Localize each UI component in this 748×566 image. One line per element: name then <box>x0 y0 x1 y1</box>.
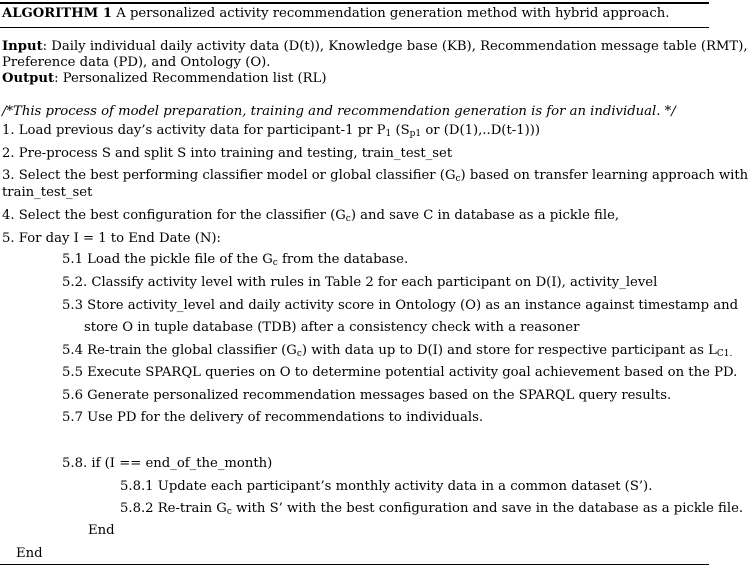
step-5-8: 5.8. if (I == end_of_the_month) <box>62 456 273 471</box>
step-5-7: 5.7 Use PD for the delivery of recommendations to individuals. <box>62 410 484 425</box>
end-outer: End <box>16 546 43 561</box>
input-text: : Daily individual daily activity data (D(t)), Knowledge base (KB), Recommendation message table (RMT), <box>42 39 748 54</box>
step-1: 1. Load previous day’s activity data for participant-1 pr $P_1$ ($S_{p1}$ or (D(1),..D(t-1))) <box>2 123 541 139</box>
input-line-2: Preference data (PD), and Ontology (O). <box>2 55 271 70</box>
step-5-8-1: 5.8.1 Update each participant’s monthly activity data in a common dataset (S’). <box>120 479 653 494</box>
step-5-8-2: 5.8.2 Re-train $G_c$ with S’ with the best configuration and save in the database as a pickle file. <box>120 501 744 517</box>
header-rule <box>0 27 709 28</box>
bottom-rule <box>0 564 709 565</box>
input-label: Input <box>2 39 43 54</box>
step-4: 4. Select the best configuration for the classifier $(G_c)$ and save C in database as a pickle file, <box>2 208 620 224</box>
output-line <box>2 70 326 88</box>
output-label: Output <box>2 71 55 86</box>
step-5-5: 5.5 Execute SPARQL queries on O to determine potential activity goal achievement based on the PD. <box>62 365 738 380</box>
algorithm-title: A personalized activity recommendation generation method with hybrid approach. <box>112 6 670 21</box>
step-5-6: 5.6 Generate personalized recommendation messages based on the SPARQL query results. <box>62 388 672 403</box>
output-text: : Personalized Recommendation list (RL) <box>54 71 327 86</box>
top-rule <box>0 2 709 4</box>
step-5-3-cont: store O in tuple database (TDB) after a consistency check with a reasoner <box>84 320 580 335</box>
step-5-3: 5.3 Store activity_level and daily activity score in Ontology (O) as an instance against timestamp and <box>62 298 739 313</box>
step-3-cont: train_test_set <box>2 185 93 200</box>
step-5-4: 5.4 Re-train the global classifier $(G_c)$ with data up to D(I) and store for respective participant as $L_{C1.}$ <box>62 343 733 359</box>
step-2: 2. Pre-process S and split S into training and testing, train_test_set <box>2 146 453 161</box>
step-5-1: 5.1 Load the pickle file of the $G_c$ from the database. <box>62 252 409 268</box>
algorithm-header <box>2 5 669 23</box>
end-inner: End <box>88 523 115 538</box>
algorithm-label: ALGORITHM 1 <box>2 6 113 21</box>
comment-line: /*This process of model preparation, training and recommendation generation is for an individual. */ <box>2 104 676 119</box>
step-5-2: 5.2. Classify activity level with rules in Table 2 for each participant on D(I), activity_level <box>62 275 658 290</box>
step-3: 3. Select the best performing classifier model or global classifier $(G_c)$ based on transfer learning approach with <box>2 168 748 184</box>
step-5: 5. For day I = 1 to End Date (N): <box>2 231 221 246</box>
